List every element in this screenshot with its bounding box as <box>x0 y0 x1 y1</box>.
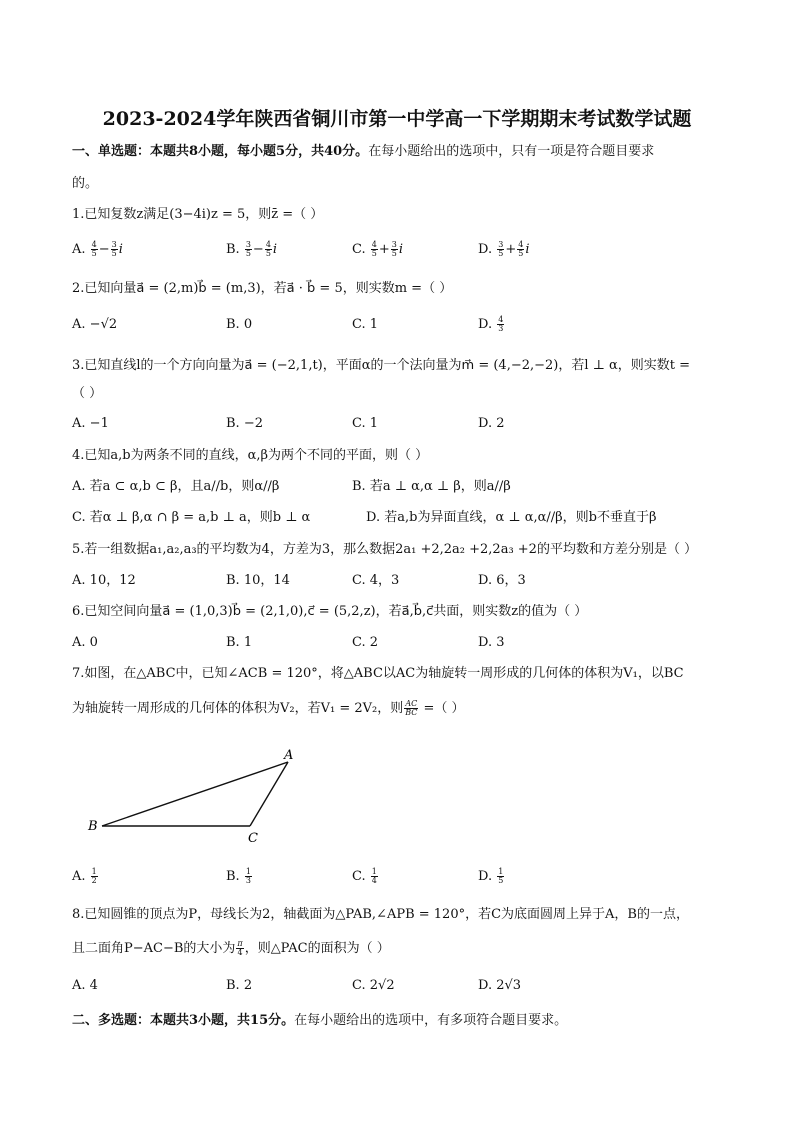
question-7-stem: 7.如图，在△ABC中，已知∠ACB = 120°，将△ABC以AC为轴旋转一周形成的几何体的体积为V₁，以BC <box>72 666 684 681</box>
denominator: 3 <box>498 324 504 333</box>
option-label: C. <box>352 869 366 884</box>
section1-heading <box>72 143 654 161</box>
question-7-stem-cont <box>72 700 465 718</box>
question-7-option-d[interactable] <box>478 868 505 886</box>
question-5-option-a[interactable] <box>72 572 136 590</box>
page-title: 2023-2024学年陕西省铜川市第一中学高一下学期期末考试数学试题 <box>102 108 692 130</box>
option-label: C. <box>72 510 86 525</box>
question-5-option-d[interactable] <box>478 572 526 590</box>
option-label: B. <box>226 416 240 431</box>
side-ac <box>250 762 288 826</box>
option-label: C. <box>352 242 366 257</box>
option-label: C. <box>352 317 366 332</box>
stem-text: 且二面角P−AC−B的大小为 <box>72 941 236 956</box>
option-label: A. <box>72 573 86 588</box>
denominator: 5 <box>265 249 271 258</box>
option-text: 2√3 <box>496 978 522 993</box>
imaginary-unit: i <box>398 242 404 257</box>
section2-heading-text: 二、多选题：本题共3小题，共15分。 <box>72 1013 295 1028</box>
triangle-figure <box>80 740 320 850</box>
denominator: 3 <box>245 876 251 885</box>
question-5-option-c[interactable] <box>352 572 399 590</box>
fraction <box>497 241 504 258</box>
option-text: 若a,b为异面直线，α ⊥ α,α//β，则b不垂直于β <box>384 510 657 525</box>
option-label: C. <box>352 978 366 993</box>
option-text: 2 <box>369 635 379 650</box>
question-1-option-a[interactable] <box>72 241 123 259</box>
denominator: 5 <box>245 249 251 258</box>
numerator: 4 <box>265 240 271 249</box>
option-text: 10，12 <box>89 573 136 588</box>
denominator: BC <box>405 708 418 717</box>
fraction <box>391 241 398 258</box>
option-text: 若α ⊥ β,α ∩ β = a,b ⊥ a，则b ⊥ α <box>89 510 311 525</box>
fraction <box>371 241 378 258</box>
question-4-option-b[interactable] <box>352 478 511 496</box>
imaginary-unit: i <box>118 242 123 257</box>
operator: + <box>378 242 390 257</box>
question-7-option-b[interactable] <box>226 868 253 886</box>
section1-instruction: 在每小题给出的选项中，只有一项是符合题目要求 <box>368 144 655 159</box>
question-4-option-d[interactable] <box>366 509 657 527</box>
vertex-c-label: C <box>248 831 258 846</box>
question-7-option-c[interactable] <box>352 868 379 886</box>
option-text: 6，3 <box>496 573 526 588</box>
numerator: AC <box>405 699 418 708</box>
question-5-option-b[interactable] <box>226 572 290 590</box>
question-6-option-a[interactable] <box>72 634 98 652</box>
numerator: 3 <box>111 240 117 249</box>
question-6-stem: 6.已知空间向量a⃗ = (1,0,3)b⃗ = (2,1,0),c⃗ = (5,2,z)，若a⃗,b⃗,c⃗共面，则实数z的值为（ ） <box>72 604 588 619</box>
question-2-option-d[interactable] <box>478 316 505 334</box>
denominator: 4 <box>371 876 377 885</box>
option-text: 0 <box>89 635 98 650</box>
option-text: 若a ⊂ α,b ⊂ β，且a//b，则α//β <box>89 479 280 494</box>
operator: + <box>505 242 517 257</box>
question-4-stem: 4.已知a,b为两条不同的直线，α,β为两个不同的平面，则（ ） <box>72 448 429 463</box>
option-label: B. <box>226 869 240 884</box>
option-label: B. <box>226 978 240 993</box>
question-1-option-d[interactable] <box>478 241 530 259</box>
option-text: 10，14 <box>243 573 290 588</box>
question-2-option-a[interactable] <box>72 316 117 334</box>
option-label: D. <box>478 635 493 650</box>
option-label: A. <box>72 242 86 257</box>
question-2-stem: 2.已知向量a⃗ = (2,m)b⃗ = (m,3)，若a⃗ · b⃗ = 5，则实数m =（ ） <box>72 281 453 296</box>
fraction <box>91 241 98 258</box>
question-8-option-b[interactable] <box>226 977 252 995</box>
imaginary-unit: i <box>272 242 278 257</box>
option-label: A. <box>72 635 86 650</box>
option-label: A. <box>72 978 86 993</box>
fraction <box>371 868 378 885</box>
question-4-option-c[interactable] <box>72 509 310 527</box>
question-3-option-d[interactable] <box>478 415 505 433</box>
option-label: B. <box>352 479 366 494</box>
denominator: 5 <box>498 876 504 885</box>
option-label: C. <box>352 416 366 431</box>
numerator: 3 <box>245 240 251 249</box>
option-label: A. <box>72 869 86 884</box>
numerator: 1 <box>498 867 504 876</box>
question-1-stem: 1.已知复数z满足(3−4i)z = 5，则z̄ =（ ） <box>72 207 324 222</box>
operator: − <box>252 242 264 257</box>
denominator: 4 <box>237 948 243 957</box>
option-label: D. <box>366 510 381 525</box>
option-text: 0 <box>243 317 253 332</box>
numerator: 3 <box>498 240 504 249</box>
denominator: 2 <box>91 876 97 885</box>
option-text: 4，3 <box>369 573 400 588</box>
question-1-option-b[interactable] <box>226 241 277 259</box>
option-text: 1 <box>369 416 379 431</box>
option-text: −2 <box>243 416 263 431</box>
imaginary-unit: i <box>525 242 530 257</box>
option-label: A. <box>72 416 86 431</box>
question-6-option-c[interactable] <box>352 634 378 652</box>
numerator: 4 <box>91 240 97 249</box>
option-text: 1 <box>243 635 253 650</box>
denominator: 5 <box>518 249 524 258</box>
side-ab <box>102 762 288 826</box>
question-3-stem: 3.已知直线l的一个方向向量为a⃗ = (−2,1,t)，平面α的一个法向量为m⃗ = (4,−2,−2)，若l ⊥ α，则实数t = <box>72 358 691 373</box>
fraction <box>497 868 504 885</box>
vertex-a-label: A <box>284 748 294 763</box>
question-6-option-b[interactable] <box>226 634 252 652</box>
section1-heading-text: 一、单选题：本题共8小题，每小题5分，共40分。 <box>72 144 369 159</box>
question-8-option-c[interactable] <box>352 977 395 995</box>
fraction <box>236 940 243 957</box>
question-3-stem-cont: （ ） <box>72 386 103 401</box>
numerator: 3 <box>391 240 397 249</box>
question-5-stem: 5.若一组数据a₁,a₂,a₃的平均数为4，方差为3，那么数据2a₁ +2,2a₂ +2,2a₃ +2的平均数和方差分别是（ ） <box>72 542 698 557</box>
option-label: C. <box>352 635 366 650</box>
option-label: D. <box>478 317 493 332</box>
option-text: 1 <box>369 317 379 332</box>
section2-heading <box>72 1012 567 1030</box>
stem-text: =（ ） <box>419 701 465 716</box>
denominator: 5 <box>371 249 377 258</box>
numerator: 4 <box>371 240 377 249</box>
section2-instruction: 在每小题给出的选项中，有多项符合题目要求。 <box>294 1013 568 1028</box>
option-label: C. <box>352 573 366 588</box>
denominator: 5 <box>498 249 504 258</box>
fraction <box>517 241 524 258</box>
fraction <box>245 241 252 258</box>
question-3-option-c[interactable] <box>352 415 378 433</box>
numerator: 1 <box>245 867 251 876</box>
question-2-option-b[interactable] <box>226 316 252 334</box>
option-text: 2 <box>496 416 505 431</box>
option-label: A. <box>72 479 86 494</box>
option-label: D. <box>478 416 493 431</box>
stem-text: ，则△PAC的面积为（ ） <box>244 941 390 956</box>
option-label: D. <box>478 978 493 993</box>
option-label: D. <box>478 869 493 884</box>
option-text: 3 <box>496 635 505 650</box>
option-label: B. <box>226 573 240 588</box>
fraction <box>245 868 252 885</box>
option-text: 4 <box>89 978 98 993</box>
question-1-option-c[interactable] <box>352 241 403 259</box>
vertex-b-label: B <box>88 819 98 834</box>
denominator: 5 <box>391 249 397 258</box>
stem-text: 为轴旋转一周形成的几何体的体积为V₂，若V₁ = 2V₂，则 <box>72 701 404 716</box>
numerator: 1 <box>371 867 377 876</box>
question-4-option-a[interactable] <box>72 478 279 496</box>
denominator: 5 <box>91 249 97 258</box>
option-label: A. <box>72 317 86 332</box>
fraction <box>91 868 98 885</box>
fraction <box>111 241 118 258</box>
numerator: 4 <box>498 315 504 324</box>
operator: − <box>98 242 110 257</box>
option-text: 2 <box>243 978 253 993</box>
option-label: B. <box>226 317 240 332</box>
fraction <box>497 316 504 333</box>
question-2-option-c[interactable] <box>352 316 378 334</box>
option-label: B. <box>226 242 240 257</box>
question-8-stem-cont <box>72 940 390 958</box>
fraction <box>265 241 272 258</box>
question-3-option-b[interactable] <box>226 415 263 433</box>
question-8-option-d[interactable] <box>478 977 521 995</box>
section1-instruction-cont: 的。 <box>72 176 99 191</box>
fraction <box>404 700 418 717</box>
question-3-option-a[interactable] <box>72 415 109 433</box>
option-text: 2√2 <box>369 978 395 993</box>
numerator: 4 <box>518 240 524 249</box>
option-label: D. <box>478 242 493 257</box>
question-7-option-a[interactable] <box>72 868 99 886</box>
option-text: −√2 <box>89 317 118 332</box>
question-8-stem: 8.已知圆锥的顶点为P，母线长为2，轴截面为△PAB,∠APB = 120°，若C为底面圆周上异于A，B的一点， <box>72 907 689 922</box>
question-6-option-d[interactable] <box>478 634 505 652</box>
option-text: −1 <box>89 416 109 431</box>
denominator: 5 <box>111 249 117 258</box>
question-8-option-a[interactable] <box>72 977 98 995</box>
option-label: D. <box>478 573 493 588</box>
numerator: π <box>237 939 243 948</box>
option-text: 若a ⊥ α,α ⊥ β，则a//β <box>369 479 511 494</box>
numerator: 1 <box>91 867 97 876</box>
option-label: B. <box>226 635 240 650</box>
